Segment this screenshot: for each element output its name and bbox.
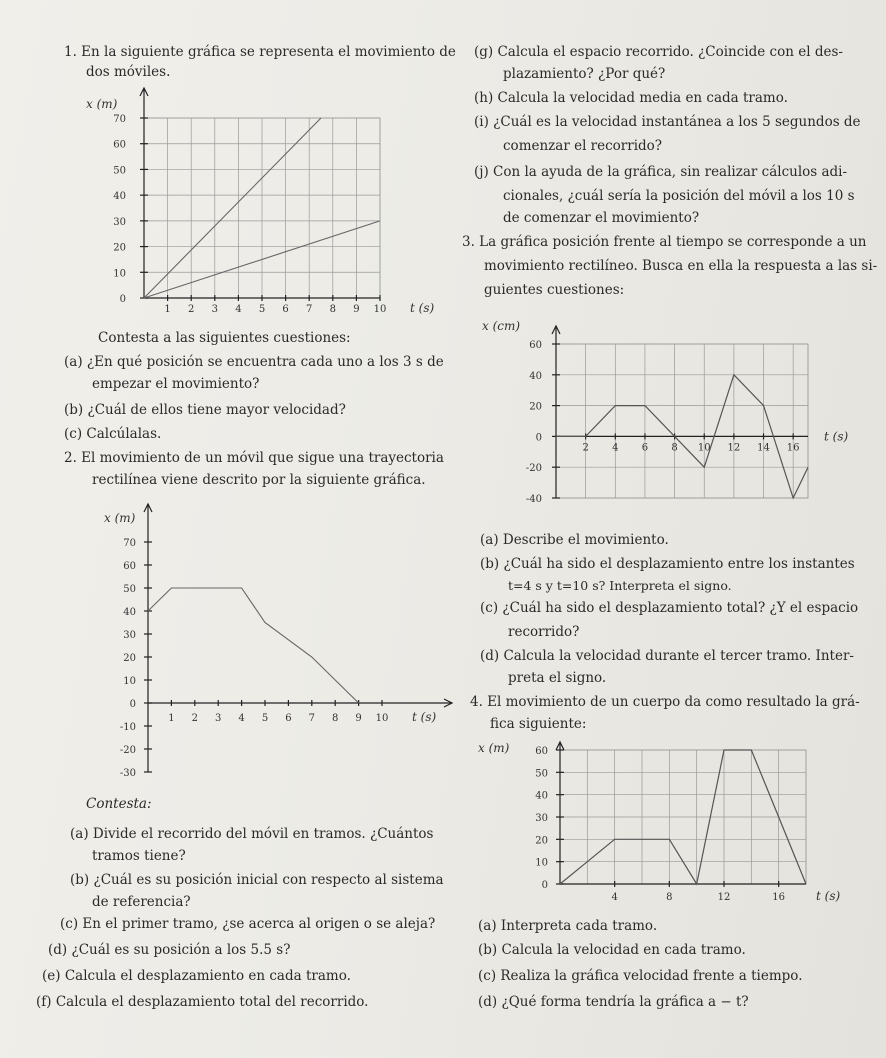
chart-2 [82, 500, 464, 782]
x-tick-label: 2 [582, 442, 589, 454]
grid-frame [556, 344, 808, 498]
x-tick-label: 6 [285, 713, 292, 724]
y-tick-label: -30 [119, 768, 136, 779]
x-tick-label: 8 [666, 892, 673, 903]
problem-3-question-d-cont: preta el signo. [508, 670, 607, 686]
problem-3-question-a: (a) Describe el movimiento. [480, 532, 669, 548]
problem-1-question-i-cont: comenzar el recorrido? [503, 138, 663, 154]
problem-1-question-g-cont: plazamiento? ¿Por qué? [503, 66, 666, 82]
problem-3-title-cont2: guientes cuestiones: [484, 282, 625, 298]
x-tick-label: 8 [329, 304, 336, 315]
problem-4-question-b: (b) Calcula la velocidad en cada tramo. [478, 942, 746, 958]
y-tick-label: 60 [529, 340, 542, 351]
x-tick-label: 10 [697, 442, 711, 454]
x-axis-title: t (s) [824, 429, 849, 444]
problem-3-title-cont: movimiento rectilíneo. Busca en ella la respuesta a las si- [484, 258, 878, 274]
problem-1-question-g: (g) Calcula el espacio recorrido. ¿Coincide con el des- [474, 44, 843, 60]
problem-4-question-d: (d) ¿Qué forma tendría la gráfica a − t? [478, 994, 749, 1010]
series-line [144, 118, 321, 298]
problem-1-question-a-cont: empezar el movimiento? [92, 376, 260, 392]
x-tick-label: 9 [353, 304, 360, 315]
problem-2-title-cont: rectilínea viene descrito por la siguiente gráfica. [92, 472, 426, 488]
x-tick-label: 4 [612, 442, 619, 454]
problem-4-question-a: (a) Interpreta cada tramo. [478, 918, 658, 934]
y-tick-label: 20 [529, 401, 542, 413]
x-tick-label: 10 [375, 713, 389, 724]
y-tick-label: 30 [113, 216, 126, 228]
problem-2-question-f: (f) Calcula el desplazamiento total del recorrido. [36, 994, 369, 1010]
problem-2-question-a-cont: tramos tiene? [92, 848, 186, 864]
x-tick-label: 12 [727, 442, 741, 454]
x-tick-label: 4 [611, 892, 618, 903]
problem-4-title: 4. El movimiento de un cuerpo da como resultado la grá- [470, 694, 860, 710]
y-axis-title: x (cm) [482, 319, 521, 333]
problem-3-question-b-cont: t=4 s y t=10 s? Interpreta el signo. [508, 578, 732, 593]
problem-1-title: 1. En la siguiente gráfica se representa el movimiento de [64, 44, 456, 60]
y-tick-label: 20 [535, 835, 548, 847]
problem-2-question-d: (d) ¿Cuál es su posición a los 5.5 s? [48, 942, 291, 958]
x-tick-label: 16 [772, 892, 786, 903]
problem-3-question-d: (d) Calcula la velocidad durante el tercer tramo. Inter- [480, 648, 854, 664]
problem-1-question-j-cont: cionales, ¿cuál sería la posición del móvil a los 10 s [503, 188, 855, 204]
y-tick-label: -40 [525, 494, 542, 505]
x-tick-label: 4 [235, 304, 242, 315]
y-axis-title: x (m) [478, 741, 510, 755]
y-tick-label: 50 [535, 768, 548, 780]
problem-1-question-h: (h) Calcula la velocidad media en cada tramo. [474, 90, 788, 106]
chart-3 [478, 306, 852, 518]
problem-1-title-cont: dos móviles. [86, 64, 171, 80]
y-tick-label: 0 [535, 432, 542, 444]
y-tick-label: 0 [129, 699, 136, 710]
problem-2-question-e: (e) Calcula el desplazamiento en cada tramo. [42, 968, 351, 984]
x-tick-label: 3 [211, 304, 218, 315]
y-tick-label: 70 [123, 538, 136, 549]
x-tick-label: 2 [191, 713, 198, 724]
problem-2-question-b-cont: de referencia? [92, 894, 191, 910]
x-axis-title: t (s) [410, 301, 435, 315]
y-tick-label: 40 [123, 607, 136, 618]
x-tick-label: 16 [786, 442, 800, 454]
x-tick-label: 7 [308, 713, 315, 724]
y-tick-label: 0 [541, 880, 548, 891]
x-tick-label: 12 [717, 892, 731, 903]
problem-3-question-c: (c) ¿Cuál ha sido el desplazamiento total? ¿Y el espacio [480, 600, 859, 616]
problem-1-question-a: (a) ¿En qué posición se encuentra cada uno a los 3 s de [64, 354, 444, 370]
y-tick-label: 60 [113, 139, 126, 151]
problem-1-question-b: (b) ¿Cuál de ellos tiene mayor velocidad? [64, 402, 346, 418]
y-tick-label: 20 [113, 242, 126, 254]
problem-1-question-j-cont2: de comenzar el movimiento? [503, 210, 700, 226]
chart-1 [80, 86, 440, 322]
y-tick-label: 50 [123, 584, 136, 595]
problem-3-question-c-cont: recorrido? [508, 624, 580, 640]
y-tick-label: 40 [113, 191, 126, 203]
x-tick-label: 1 [164, 304, 171, 315]
y-tick-label: 20 [123, 653, 136, 664]
y-tick-label: 40 [529, 370, 542, 382]
problem-1-question-j: (j) Con la ayuda de la gráfica, sin realizar cálculos adi- [474, 164, 848, 180]
y-tick-label: 60 [123, 561, 136, 572]
y-tick-label: 40 [535, 790, 548, 802]
x-axis-title: t (s) [816, 889, 841, 903]
problem-3-question-b: (b) ¿Cuál ha sido el desplazamiento entre los instantes [480, 556, 855, 572]
y-tick-label: 60 [535, 746, 548, 757]
problem-2-title: 2. El movimiento de un móvil que sigue una trayectoria [64, 450, 444, 466]
y-tick-label: 0 [119, 294, 126, 305]
y-tick-label: 10 [113, 268, 126, 280]
x-tick-label: 6 [282, 304, 289, 315]
x-tick-label: 2 [188, 304, 195, 315]
x-tick-label: 8 [332, 713, 339, 724]
y-tick-label: -20 [525, 463, 542, 475]
problem-1-question-c: (c) Calcúlalas. [64, 426, 162, 442]
y-axis-title: x (m) [104, 511, 136, 525]
x-tick-label: 14 [757, 442, 770, 454]
series-line [148, 588, 359, 703]
y-tick-label: 30 [123, 630, 136, 641]
y-tick-label: 30 [535, 813, 548, 824]
x-axis-title: t (s) [412, 710, 437, 724]
problem-2-question-c: (c) En el primer tramo, ¿se acerca al origen o se aleja? [60, 916, 436, 932]
x-tick-label: 5 [258, 304, 266, 315]
x-tick-label: 6 [641, 442, 649, 454]
x-tick-label: 1 [168, 713, 175, 724]
problem-4-question-c: (c) Realiza la gráfica velocidad frente a tiempo. [478, 968, 803, 984]
problem-1-intro: Contesta a las siguientes cuestiones: [98, 330, 351, 346]
problem-1-question-i: (i) ¿Cuál es la velocidad instantánea a los 5 segundos de [474, 114, 861, 130]
problem-4-title-cont: fica siguiente: [490, 716, 587, 732]
chart-4 [476, 728, 856, 912]
y-tick-label: 10 [535, 857, 548, 869]
x-tick-label: 3 [215, 713, 222, 724]
x-tick-label: 4 [238, 713, 245, 724]
x-tick-label: 7 [306, 304, 313, 315]
y-tick-label: 50 [113, 165, 126, 177]
x-tick-label: 10 [373, 304, 387, 315]
problem-2-contesta: Contesta: [86, 796, 152, 812]
x-tick-label: 8 [671, 442, 678, 454]
y-tick-label: -10 [119, 722, 136, 733]
problem-2-question-a: (a) Divide el recorrido del móvil en tramos. ¿Cuántos [70, 826, 434, 842]
y-axis-title: x (m) [86, 97, 118, 111]
problem-3-title: 3. La gráfica posición frente al tiempo se corresponde a un [462, 234, 867, 250]
y-tick-label: 10 [123, 676, 136, 687]
problem-2-question-b: (b) ¿Cuál es su posición inicial con respecto al sistema [70, 872, 444, 888]
y-tick-label: -20 [119, 745, 136, 756]
x-tick-label: 5 [261, 713, 269, 724]
x-tick-label: 9 [355, 713, 362, 724]
y-tick-label: 70 [113, 114, 126, 125]
